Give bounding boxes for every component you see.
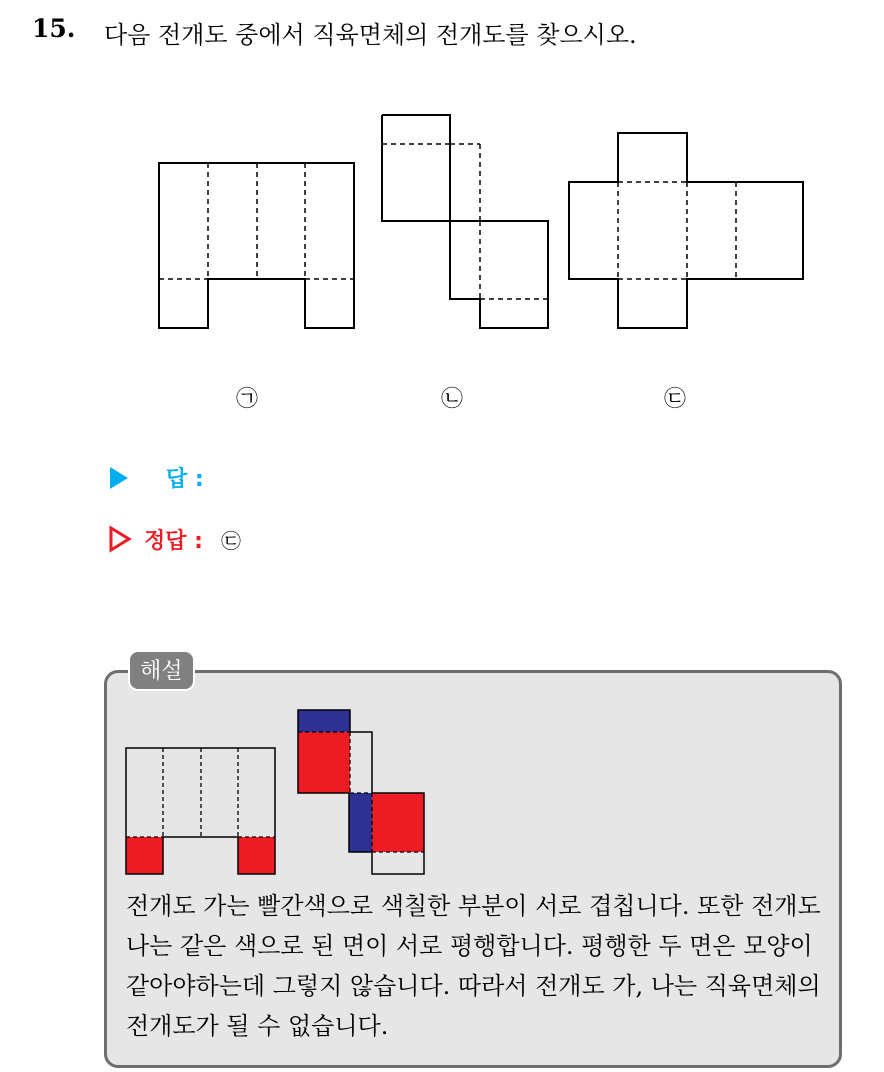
question-number: 15.: [32, 14, 76, 43]
question-text: 다음 전개도 중에서 직육면체의 전개도를 찾으시오.: [104, 21, 637, 49]
net-label-a: ㉠: [235, 387, 258, 412]
net-label-b: ㉡: [440, 387, 463, 412]
expl-net-a: [126, 748, 275, 874]
answer-blank-label: 답 :: [166, 467, 204, 492]
net-label-c: ㉢: [663, 387, 686, 412]
explanation-tag: 해설: [128, 650, 195, 691]
answer-correct-label: 정답 :: [144, 529, 203, 554]
answer-correct-value: ㉢: [220, 529, 241, 553]
explanation-text: 전개도 가는 빨간색으로 색칠한 부분이 서로 겹칩니다. 또한 전개도 나는 같은 색으로 된 면이 서로 평행합니다. 평행한 두 면은 모양이 같아야하는데 그렇지 않습니다. 따라서 전개도 가, 나는 직육면체의 전개도가 될 수 없습니다.: [126, 892, 821, 1040]
expl-net-b: [298, 710, 424, 874]
